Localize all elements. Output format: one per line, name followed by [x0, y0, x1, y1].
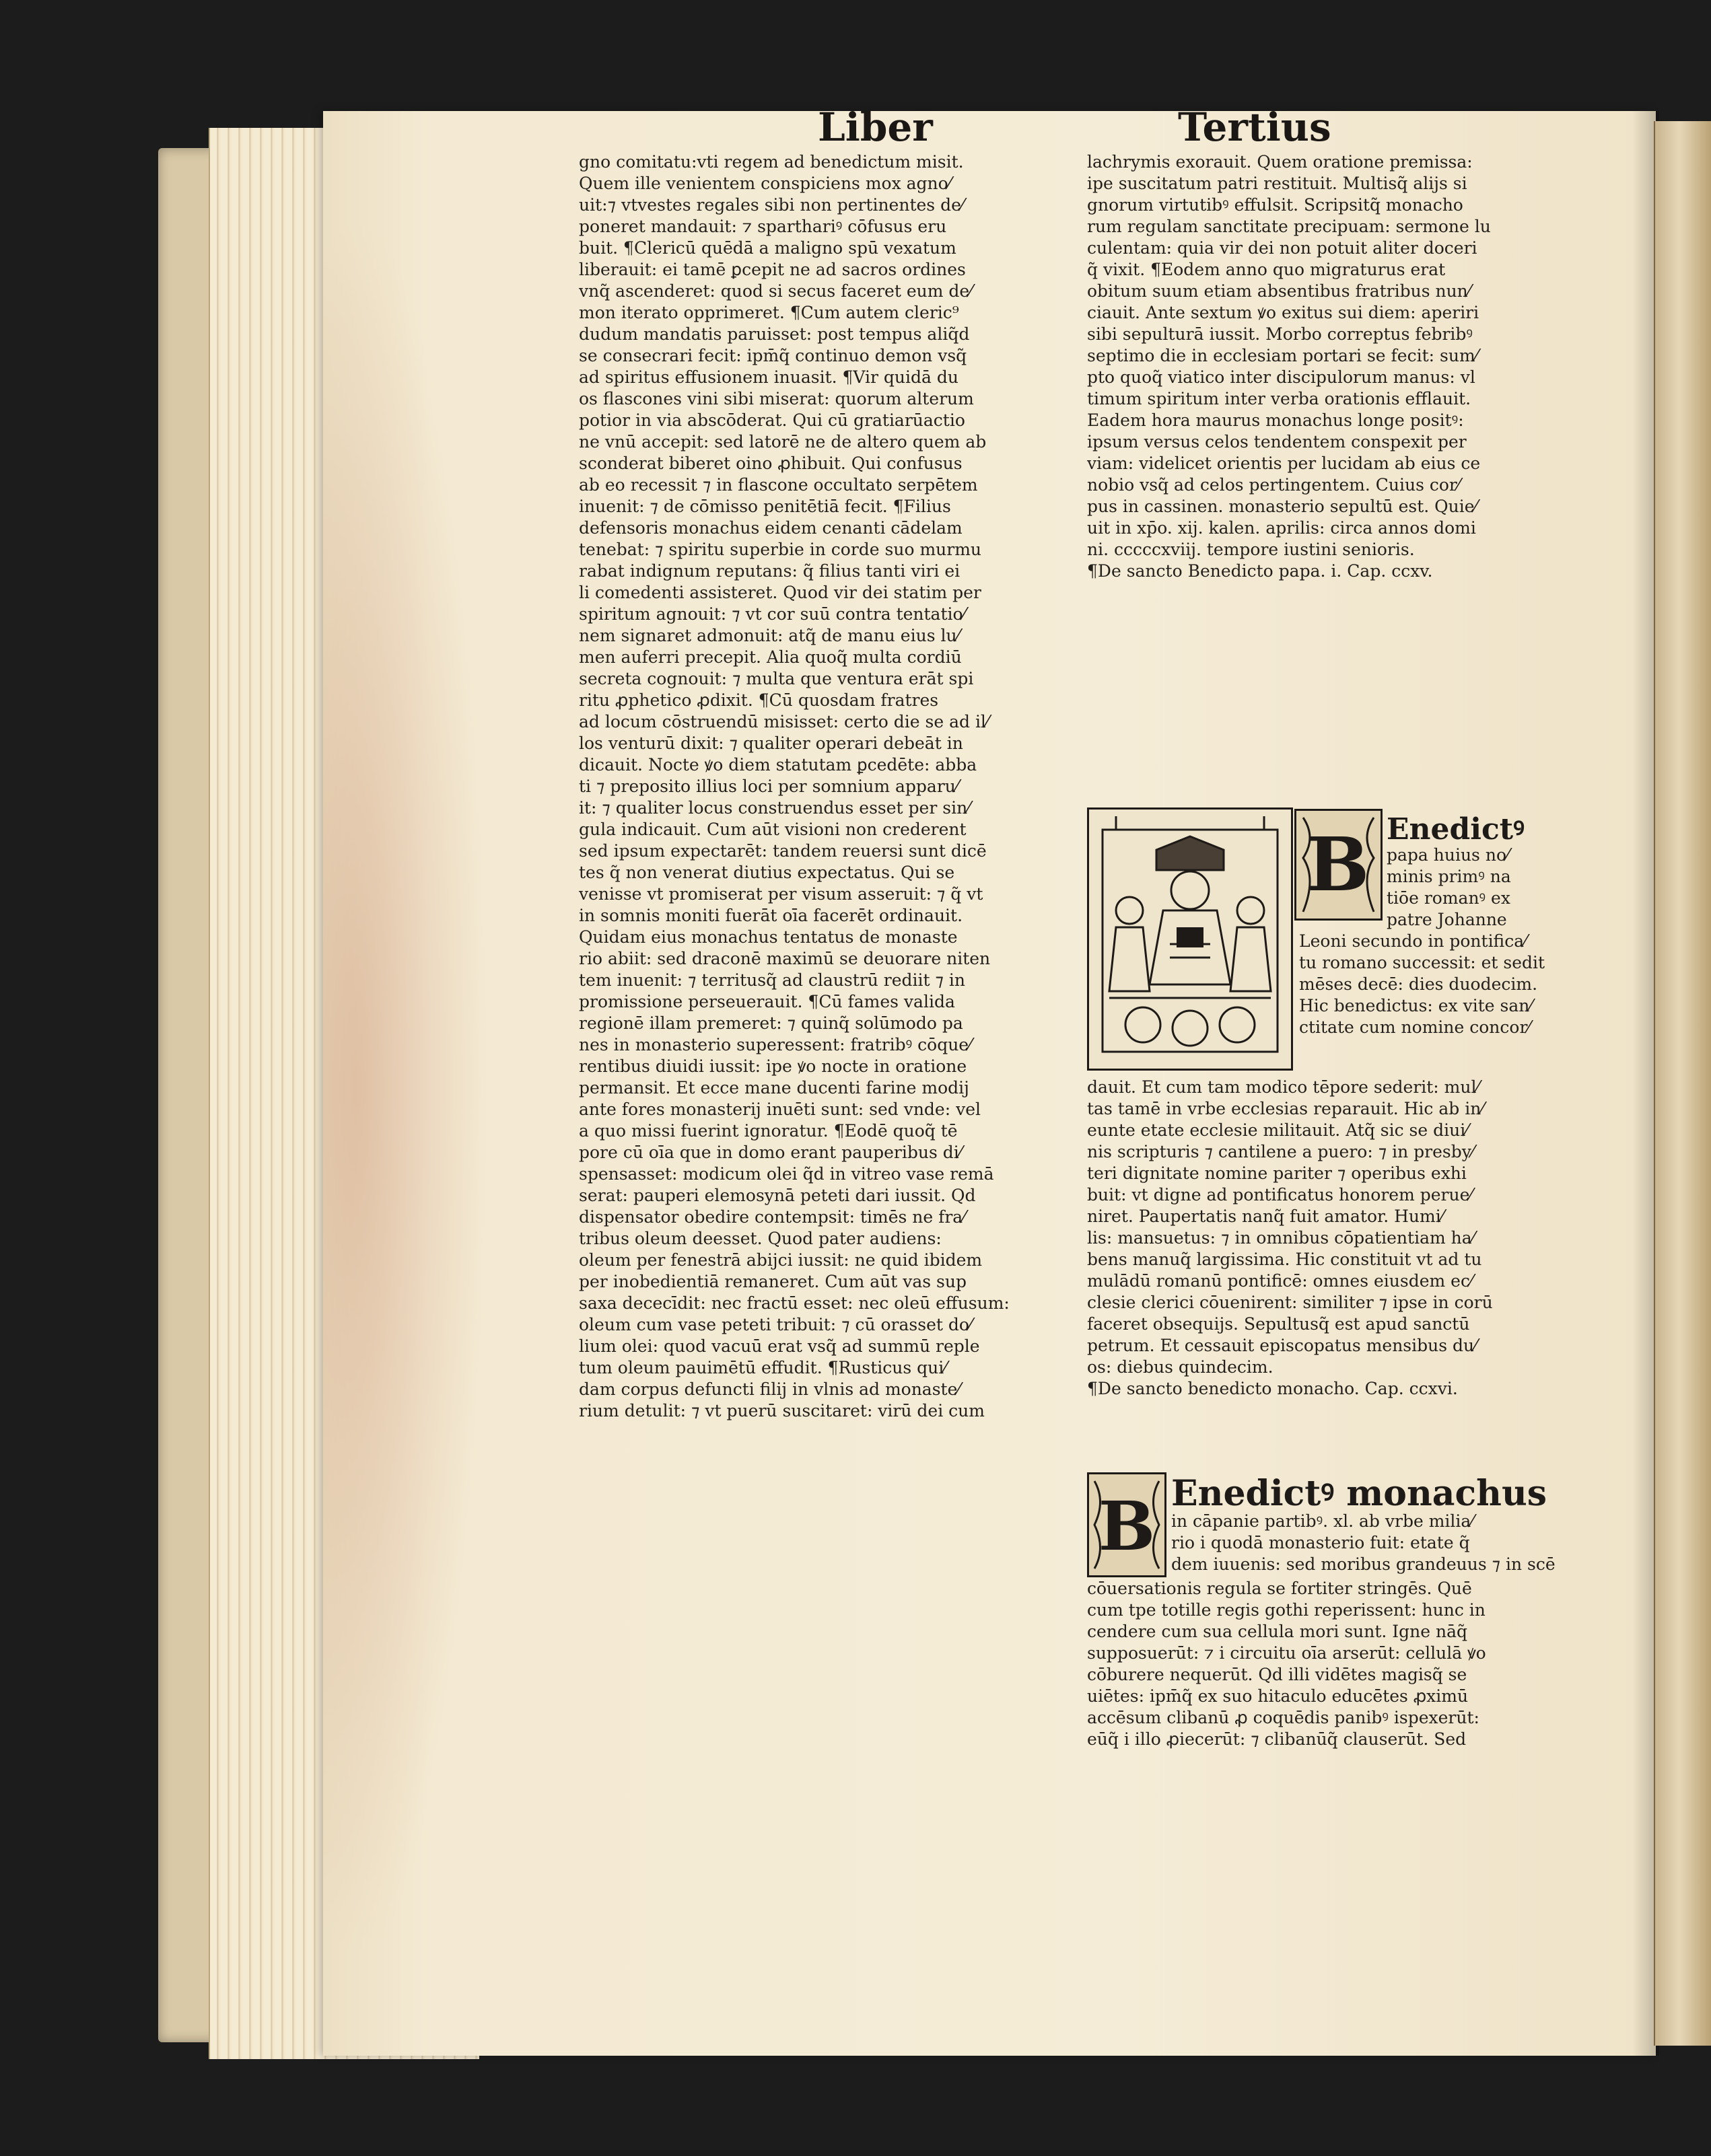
left-text-column	[579, 151, 1057, 1422]
text-line: promissione perseuerauit. ¶Cū fames valida	[579, 992, 955, 1011]
text-line: patre Johanne	[1387, 910, 1507, 929]
text-line: mon iterato opprimeret. ¶Cum autem cleric⁹	[579, 303, 959, 322]
text-line: buit: vt digne ad pontificatus honorem perue⁄	[1087, 1185, 1473, 1205]
text-line: ante fores monasterij inuēti sunt: sed vnde: vel	[579, 1100, 981, 1119]
text-line: tas tamē in vrbe ecclesias reparauit. Hic ab in⁄	[1087, 1099, 1484, 1118]
text-line: niret. Paupertatis nanq̃ fuit amator. Humi⁄	[1087, 1207, 1444, 1226]
text-line: ¶De sancto Benedicto papa. i. Cap. ccxv.	[1087, 561, 1433, 581]
text-line: lis: mansuetus: ⁊ in omnibus cōpatientiam ha⁄	[1087, 1228, 1475, 1248]
text-line: timum spiritum inter verba orationis efflauit.	[1087, 389, 1471, 408]
text-line: Quidam eius monachus tentatus de monaste	[579, 927, 958, 947]
text-line: ad spiritus effusionem inuasit. ¶Vir quidā du	[579, 367, 958, 387]
initial-b2-letter: B	[1098, 1486, 1156, 1566]
text-line: buit. ¶Clericū quēdā a maligno spū vexatum	[579, 238, 956, 258]
text-line: uit in xp̄o. xij. kalen. aprilis: circa annos domi	[1087, 518, 1476, 538]
text-line: nobio vsq̃ ad celos pertingentem. Cuius cor⁄	[1087, 475, 1461, 495]
text-line: ne vnū accepit: sed latorē ne de altero quem ab	[579, 432, 987, 452]
text-line: rentibus diuidi iussit: ipe ꝟo nocte in oratione	[579, 1056, 967, 1076]
text-line: accēsum clibanū ꝓ coquēdis panibꝰ ispexerūt:	[1087, 1708, 1479, 1727]
text-line: sconderat biberet oino ꝓhibuit. Qui confusus	[579, 454, 963, 473]
text-line: in somnis moniti fuerāt oīa facerēt ordinauit.	[579, 906, 963, 925]
text-line: tes q̃ non venerat diutius expectatus. Qui se	[579, 863, 955, 882]
text-line: rium detulit: ⁊ vt puerū suscitaret: virū dei cum	[579, 1401, 985, 1421]
text-line: rio abiit: sed draconē maximū se deuorare niten	[579, 949, 991, 968]
text-line: saxa dececīdit: nec fractū esset: nec oleū effusum:	[579, 1293, 1010, 1313]
text-line: defensoris monachus eidem cenanti cādelam	[579, 518, 963, 538]
text-line: cum tpe totille regis gothi reperissent: hunc in	[1087, 1600, 1486, 1620]
text-line: obitum suum etiam absentibus fratribus nun⁄	[1087, 281, 1471, 301]
text-line: eunte etate ecclesie militauit. Atq̃ sic se diui⁄	[1087, 1120, 1469, 1140]
text-line: mulādū romanū pontificē: omnes eiusdem ec⁄	[1087, 1271, 1473, 1291]
text-line: ipsum versus celos tendentem conspexit per	[1087, 432, 1467, 452]
text-line: faceret obsequijs. Sepultusq̃ est apud sanctū	[1087, 1314, 1470, 1334]
text-line: cōburere nequerūt. Qd illi vidētes magisq̃ se	[1087, 1665, 1467, 1684]
text-line: ciauit. Ante sextum ꝟo exitus sui diem: aperiri	[1087, 303, 1479, 322]
text-line: tiōe romanꝰ ex	[1387, 888, 1510, 908]
text-line: se consecrari fecit: ipm̄q̃ continuo demon vsq̃	[579, 346, 967, 365]
initial-b-ornament	[1296, 811, 1381, 919]
text-line: secreta cognouit: ⁊ multa que ventura erāt spi	[579, 669, 974, 688]
text-line: q̃ vixit. ¶Eodem anno quo migraturus erat	[1087, 260, 1446, 279]
text-line: ni. cccccxviij. tempore iustini senioris.	[1087, 540, 1415, 559]
text-line: uit:⁊ vtvestes regales sibi non pertinentes de⁄	[579, 195, 965, 215]
text-line: ab eo recessit ⁊ in flascone occultato serpētem	[579, 475, 978, 495]
text-line: bens manuq̃ largissima. Hic constituit vt ad tu	[1087, 1250, 1482, 1269]
text-line: cendere cum sua cellula mori sunt. Igne nāq̃	[1087, 1622, 1468, 1641]
page-stain	[323, 212, 491, 1962]
text-line: dem iuuenis: sed moribus grandeuus ⁊ in scē	[1171, 1554, 1556, 1574]
text-line: dicauit. Nocte ꝟo diem statutam ꝑcedēte: abba	[579, 755, 977, 775]
text-line: a quo missi fuerint ignoratur. ¶Eodē quoq̃ tē	[579, 1121, 958, 1141]
initial-b2-ornament	[1089, 1474, 1164, 1575]
text-line: mēses decē: dies duodecim.	[1299, 974, 1538, 994]
text-line: it: ⁊ qualiter locus construendus esset per sin⁄	[579, 798, 971, 818]
text-line: tribus oleum deesset. Quod pater audiens:	[579, 1229, 942, 1248]
text-line: petrum. Et cessauit episcopatus mensibus du⁄	[1087, 1336, 1477, 1355]
text-line: tum oleum pauimētū effudit. ¶Rusticus qui⁄	[579, 1358, 947, 1377]
text-line: nem signaret admonuit: atq̃ de manu eius lu⁄	[579, 626, 960, 645]
text-line: supposuerūt: ⁊ i circuitu oīa arserūt: cellulā ꝟo	[1087, 1643, 1486, 1663]
text-line: oleum per fenestrā abijci iussit: ne quid ibidem	[579, 1250, 983, 1270]
text-line: dispensator obedire contempsit: timēs ne fra⁄	[579, 1207, 966, 1227]
text-line: Hic benedictus: ex vite san⁄	[1299, 996, 1533, 1015]
text-line: tenebat: ⁊ spiritu superbie in corde suo murmu	[579, 540, 982, 559]
right-text-column-top	[1087, 151, 1572, 582]
text-line: gno comitatu:vti regem ad benedictum misit.	[579, 152, 964, 172]
text-line: ctitate cum nomine concor⁄	[1299, 1017, 1531, 1037]
woodcut-image	[1089, 810, 1291, 1069]
benedict-monachus-heading: Enedictꝰ monachus	[1171, 1473, 1547, 1514]
text-line: cōuersationis regula se fortiter stringēs. Quē	[1087, 1579, 1472, 1598]
text-line: sibi sepulturā iussit. Morbo correptus febribꝰ	[1087, 324, 1473, 344]
text-line: inuenit: ⁊ de cōmisso penitētiā fecit. ¶Filius	[579, 497, 951, 516]
text-line: nes in monasterio superessent: fratribꝰ cōque⁄	[579, 1035, 972, 1054]
text-line: pus in cassinen. monasterio sepultū est. Quie⁄	[1087, 497, 1477, 516]
text-line: tu romano successit: et sedit	[1299, 953, 1545, 972]
text-line: vnq̃ ascenderet: quod si secus faceret eum de⁄	[579, 281, 973, 301]
running-header-right: Tertius	[1178, 104, 1331, 150]
text-line: uiētes: ipm̄q̃ ex suo hitaculo educētes ꝓximū	[1087, 1686, 1469, 1706]
text-line: rum regulam sanctitate precipuam: sermone lu	[1087, 217, 1491, 236]
text-line: clesie clerici cōuenirent: similiter ⁊ ipse in corū	[1087, 1293, 1493, 1312]
text-line: os flascones vini sibi miserat: quorum alterum	[579, 389, 974, 408]
text-line: minis primꝰ na	[1387, 867, 1511, 886]
text-line: Eadem hora maurus monachus longe positꝰ:	[1087, 410, 1464, 430]
text-line: ad locum cōstruendū misisset: certo die se ad il⁄	[579, 712, 989, 731]
text-line: septimo die in ecclesiam portari se fecit: sum⁄	[1087, 346, 1478, 365]
text-line: per inobedientiā remaneret. Cum aūt vas sup	[579, 1272, 967, 1291]
text-line: tem inuenit: ⁊ territusq̃ ad claustrū rediit ⁊ in	[579, 970, 965, 990]
text-line: viam: videlicet orientis per lucidam ab eius ce	[1087, 454, 1481, 473]
text-line: gnorum virtutibꝰ effulsit. Scripsitq̃ monacho	[1087, 195, 1463, 215]
text-line: men auferri precepit. Alia quoq̃ multa cordiū	[579, 647, 962, 667]
text-line: ritu ꝓphetico ꝓdixit. ¶Cū quosdam fratres	[579, 690, 939, 710]
text-line: serat: pauperi elemosynā peteti dari iussit. Qd	[579, 1186, 976, 1205]
text-line: dam corpus defuncti filij in vlnis ad monaste⁄	[579, 1379, 961, 1399]
text-line: culentam: quia vir dei non potuit aliter doceri	[1087, 238, 1477, 258]
text-line: ¶De sancto benedicto monacho. Cap. ccxvi.	[1087, 1379, 1458, 1398]
woodcut-illustration	[1087, 807, 1293, 1071]
text-line: Leoni secundo in pontifica⁄	[1299, 931, 1527, 951]
text-line: lium olei: quod vacuū erat vsq̃ ad summū reple	[579, 1336, 980, 1356]
text-line: pto quoq̃ viatico inter discipulorum manus: vl	[1087, 367, 1475, 387]
decorated-initial-b	[1294, 809, 1383, 921]
text-line: regionē illam premeret: ⁊ quinq̃ solūmodo pa	[579, 1013, 963, 1033]
text-line: eūq̃ i illo ꝓiecerūt: ⁊ clibanūq̃ clauserūt. Sed	[1087, 1729, 1467, 1749]
text-line: venisse vt promiserat per visum asseruit: ⁊ q̃ vt	[579, 884, 983, 904]
benedict-papa-heading: Enedictꝰ	[1387, 812, 1525, 847]
text-line: rabat indignum reputans: q̃ filius tanti viri ei	[579, 561, 961, 581]
text-line: spensasset: modicum olei q̃d in vitreo vase remā	[579, 1164, 994, 1184]
facing-page-edge	[1654, 121, 1711, 2046]
text-line: poneret mandauit: ⁊ sparthariꝰ cōfusus eru	[579, 217, 947, 236]
decorated-initial-b-monachus	[1087, 1472, 1166, 1577]
text-line: nis scripturis ⁊ cantilene a puero: ⁊ in presby⁄	[1087, 1142, 1474, 1161]
text-line: sed ipsum expectarēt: tandem reuersi sunt dicē	[579, 841, 987, 861]
text-line: in cāpanie partibꝰ. xl. ab vrbe milia⁄	[1171, 1511, 1474, 1531]
running-header-left: Liber	[818, 104, 933, 150]
text-line: los venturū dixit: ⁊ qualiter operari debeāt in	[579, 733, 963, 753]
text-line: li comedenti assisteret. Quod vir dei statim per	[579, 583, 981, 602]
text-line: Quem ille venientem conspiciens mox agno⁄	[579, 174, 951, 193]
text-line: lachrymis exorauit. Quem oratione premissa:	[1087, 152, 1473, 172]
text-line: rio i quodā monasterio fuit: etate q̃	[1171, 1533, 1470, 1552]
text-line: papa huius no⁄	[1387, 845, 1510, 865]
initial-b-letter: B	[1306, 821, 1370, 908]
text-line: pore cū oīa que in domo erant pauperibus di⁄	[579, 1143, 962, 1162]
text-line: spiritum agnouit: ⁊ vt cor suū contra tentatio⁄	[579, 604, 966, 624]
text-line: ti ⁊ preposito illius loci per somnium apparu⁄	[579, 777, 959, 796]
text-line: dauit. Et cum tam modico tēpore sederit: mul⁄	[1087, 1077, 1479, 1097]
text-line: liberauit: ei tamē ꝑcepit ne ad sacros ordines	[579, 260, 966, 279]
text-line: gula indicauit. Cum aūt visioni non crederent	[579, 820, 967, 839]
text-line: dudum mandatis paruisset: post tempus aliq̃d	[579, 324, 970, 344]
text-line: teri dignitate nomine pariter ⁊ operibus exhi	[1087, 1163, 1467, 1183]
text-line: potior in via abscōderat. Qui cū gratiarūactio	[579, 410, 965, 430]
text-line: permansit. Et ecce mane ducenti farine modij	[579, 1078, 969, 1098]
text-line: ipe suscitatum patri restituit. Multisq̃ alijs si	[1087, 174, 1467, 193]
text-line: oleum cum vase peteti tribuit: ⁊ cū orasset do⁄	[579, 1315, 973, 1334]
text-line: os: diebus quindecim.	[1087, 1357, 1273, 1377]
